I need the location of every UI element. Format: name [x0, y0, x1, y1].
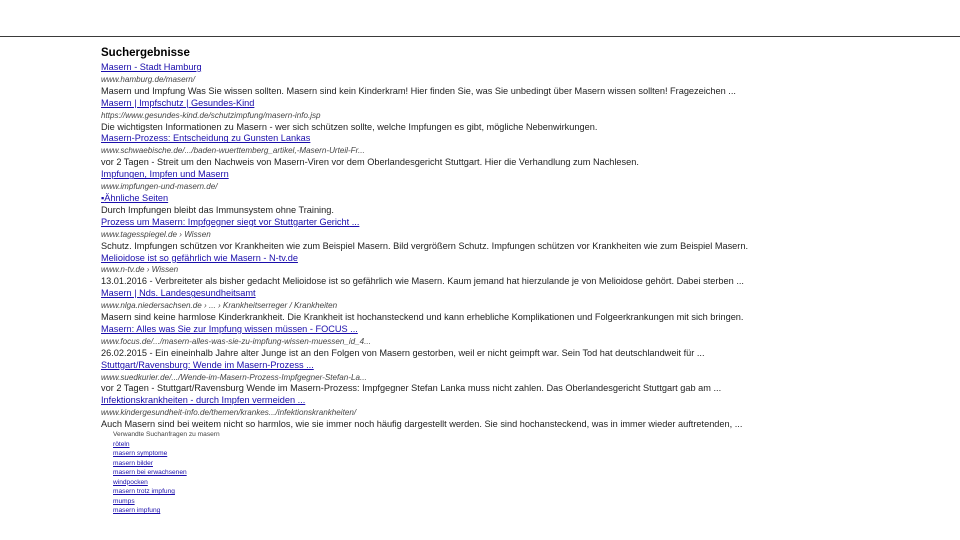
result-url: www.impfungen-und-masern.de/ [101, 182, 218, 192]
result-snippet: vor 2 Tagen - Stuttgart/Ravensburg Wende im Masern-Prozess: Impfgegner Stefan Lanka muss nicht zahlen. Das Oberlandesgericht Stuttgart gab am ... [101, 383, 722, 394]
result-item [101, 169, 901, 217]
related-search-link[interactable]: masern symptome [113, 450, 168, 458]
related-searches-heading: Verwandte Suchanfragen zu masern [113, 431, 220, 438]
result-url: www.hamburg.de/masern/ [101, 74, 196, 84]
result-item [101, 324, 901, 360]
top-divider [0, 36, 960, 37]
search-results [101, 46, 901, 431]
related-search-link[interactable]: windpocken [113, 478, 148, 486]
bullet-icon: ▪ [101, 192, 105, 203]
result-snippet: Die wichtigsten Informationen zu Masern - wer sich schützen sollte, welche Impfungen es gibt, mögliche Nebenwirkungen. [101, 121, 598, 132]
result-title-link[interactable]: Melioidose ist so gefährlich wie Masern - N-tv.de [101, 252, 298, 263]
result-url: www.n-tv.de › Wissen [101, 265, 179, 275]
result-title-link[interactable]: Prozess um Masern: Impfgegner siegt vor Stuttgarter Gericht ... [101, 216, 360, 227]
related-search-link[interactable]: masern impfung [113, 507, 161, 515]
result-title-link[interactable]: Masern | Impfschutz | Gesundes-Kind [101, 97, 255, 108]
similar-pages-link[interactable] [101, 193, 901, 205]
result-title-link[interactable]: Masern-Prozess: Entscheidung zu Gunsten Lankas [101, 133, 311, 144]
result-item [101, 288, 901, 324]
result-url: www.focus.de/.../masern-alles-was-sie-zu-impfung-wissen-muessen_id_4... [101, 336, 371, 346]
related-search-link[interactable]: masern trotz impfung [113, 488, 175, 496]
result-snippet: 13.01.2016 - Verbreiteter als bisher gedacht Melioidose ist so gefährlich wie Masern. Kaum jemand hat hierzulande je von Melioidose gehört. Dabei sterben ... [101, 276, 744, 287]
result-item [101, 253, 901, 289]
result-snippet: Masern sind keine harmlose Kinderkrankheit. Die Krankheit ist hochansteckend und kann erhebliche Komplikationen und Folgeerkrankungen mit sich bringen. [101, 312, 744, 323]
result-url: https://www.gesundes-kind.de/schutzimpfung/masern-info.jsp [101, 110, 321, 120]
result-url: www.nlga.niedersachsen.de › ... › Krankheitserreger / Krankheiten [101, 301, 338, 311]
result-title-link[interactable]: Stuttgart/Ravensburg: Wende im Masern-Prozess ... [101, 359, 314, 370]
result-snippet: 26.02.2015 - Ein eineinhalb Jahre alter Junge ist an den Folgen von Masern gestorben, weil er nicht geimpft war. Sein Tod hat deutschlandweit für ... [101, 347, 705, 358]
result-item [101, 133, 901, 169]
result-title-link[interactable]: Infektionskrankheiten - durch Impfen vermeiden ... [101, 395, 306, 406]
result-snippet: Masern und Impfung Was Sie wissen sollten. Masern sind kein Kinderkram! Hier finden Sie, was Sie unbedingt über Masern wissen sollten! Fragezeichen ... [101, 85, 736, 96]
result-snippet: vor 2 Tagen - Streit um den Nachweis von Masern-Viren vor dem Oberlandesgericht Stuttgart. Hier die Verhandlung zum Nachlesen. [101, 157, 639, 168]
related-search-link[interactable]: masern bei erwachsenen [113, 469, 187, 477]
result-item [101, 395, 901, 431]
result-title-link[interactable]: Impfungen, Impfen und Masern [101, 169, 229, 180]
result-title-link[interactable]: Masern: Alles was Sie zur Impfung wissen müssen - FOCUS ... [101, 323, 358, 334]
result-item [101, 62, 901, 98]
related-search-link[interactable]: mumps [113, 497, 135, 505]
result-snippet: Auch Masern sind bei weitem nicht so harmlos, wie sie immer noch häufig dargestellt werden. Sie sind hochansteckend, was in immer wieder auftretenden, ... [101, 419, 743, 430]
result-url: www.kindergesundheit-info.de/themen/krankes.../infektionskrankheiten/ [101, 408, 357, 418]
similar-pages-label: Ähnliche Seiten [104, 192, 169, 203]
result-item [101, 360, 901, 396]
related-search-link[interactable]: röteln [113, 440, 130, 448]
page-title: Suchergebnisse [101, 47, 190, 59]
result-url: www.tagesspiegel.de › Wissen [101, 229, 211, 239]
related-searches [113, 430, 413, 516]
result-title-link[interactable]: Masern - Stadt Hamburg [101, 62, 202, 72]
result-url: www.suedkurier.de/.../Wende-im-Masern-Prozess-Impfgegner-Stefan-La... [101, 372, 367, 382]
result-item [101, 217, 901, 253]
result-snippet: Durch Impfungen bleibt das Immunsystem ohne Training. [101, 204, 334, 215]
result-title-link[interactable]: Masern | Nds. Landesgesundheitsamt [101, 288, 256, 299]
result-url: www.schwaebische.de/.../baden-wuerttemberg_artikel,-Masern-Urteil-Fr... [101, 146, 365, 156]
result-item [101, 98, 901, 134]
result-snippet: Schutz. Impfungen schützen vor Krankheiten wie zum Beispiel Masern. Bild vergrößern Schutz. Impfungen schützen vor Krankheiten wie zum Beispiel Masern. [101, 240, 749, 251]
related-search-link[interactable]: masern bilder [113, 459, 153, 467]
